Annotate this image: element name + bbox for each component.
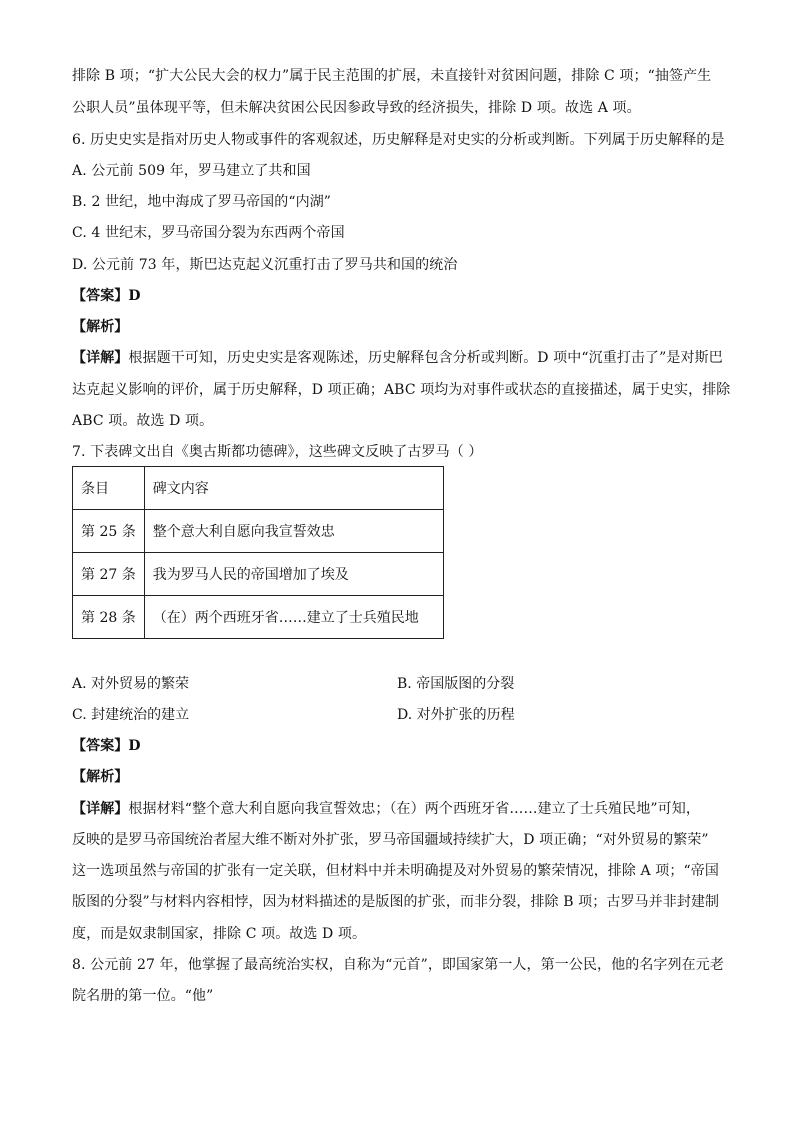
question-7-detail-line-5: 度，而是奴隶制国家，排除 C 项。故选 D 项。 [72, 926, 367, 942]
question-7-answer: 【答案】D [72, 738, 141, 754]
question-6-option-c: C. 4 世纪末，罗马帝国分裂为东西两个帝国 [72, 225, 345, 241]
question-7-stem: 7. 下表碑文出自《奥古斯都功德碑》，这些碑文反映了古罗马（ ） [72, 444, 483, 460]
question-7-detail-line-4: 版图的分裂”与材料内容相悖，因为材料描述的是版图的扩张，而非分裂，排除 B 项；古罗马并非封建制 [72, 894, 720, 910]
table-cell-article: 第 28 条 [73, 596, 145, 639]
table-cell-article: 第 27 条 [73, 553, 145, 596]
intro-line-1: 排除 B 项；“扩大公民大会的权力”属于民主范围的扩展，未直接针对贫困问题，排除 C 项；“抽签产生 [72, 68, 712, 84]
question-6-option-d: D. 公元前 73 年，斯巴达克起义沉重打击了罗马共和国的统治 [72, 257, 458, 273]
question-6-analysis-label: 【解析】 [72, 319, 129, 335]
detail-tag: 【详解】 [72, 801, 129, 817]
table-row [73, 596, 444, 639]
question-6-option-a: A. 公元前 509 年，罗马建立了共和国 [72, 163, 311, 179]
table-header-cell: 碑文内容 [144, 467, 443, 510]
question-6-answer: 【答案】D [72, 288, 141, 304]
question-7-option-c: C. 封建统治的建立 [72, 707, 190, 723]
question-7-detail-line-2: 反映的是罗马帝国统治者屋大维不断对外扩张，罗马帝国疆域持续扩大，D 项正确；“对外贸易的繁荣” [72, 832, 709, 848]
question-8-stem-line-1: 8. 公元前 27 年，他掌握了最高统治实权，自称为“元首”，即国家第一人，第一公民，他的名字列在元老 [72, 957, 724, 973]
table-cell-content: （在）两个西班牙省……建立了士兵殖民地 [144, 596, 443, 639]
table-header-cell: 条目 [73, 467, 145, 510]
table-cell-content: 我为罗马人民的帝国增加了埃及 [144, 553, 443, 596]
question-7-detail-line-1 [72, 799, 700, 819]
table-cell-content: 整个意大利自愿向我宣誓效忠 [144, 510, 443, 553]
question-6-detail-line-2: 达克起义影响的评价，属于历史解释，D 项正确；ABC 项均为对事件或状态的直接描述，属于史实，排除 [72, 382, 731, 398]
detail-tag: 【详解】 [72, 350, 129, 366]
question-6-detail-line-1 [72, 348, 723, 368]
question-7-option-d: D. 对外扩张的历程 [397, 707, 515, 723]
question-7-analysis-label: 【解析】 [72, 769, 129, 785]
table-row [73, 553, 444, 596]
inscription-table [72, 466, 444, 639]
question-6-detail-line-3: ABC 项。故选 D 项。 [72, 413, 214, 429]
table-row [73, 510, 444, 553]
detail-text: 根据材料“整个意大利自愿向我宣誓效忠；（在）两个西班牙省……建立了士兵殖民地”可知， [128, 801, 700, 817]
intro-line-2: 公职人员”虽体现平等，但未解决贫困公民因参政导致的经济损失，排除 D 项。故选 A 项。 [72, 100, 641, 116]
detail-text: 根据题干可知，历史史实是客观陈述，历史解释包含分析或判断。D 项中“沉重打击了”是对斯巴 [128, 350, 723, 366]
question-8-stem-line-2: 院名册的第一位。“他” [72, 988, 214, 1004]
question-7-option-a: A. 对外贸易的繁荣 [72, 676, 190, 692]
table-header-row [73, 467, 444, 510]
question-7-option-b: B. 帝国版图的分裂 [397, 676, 515, 692]
question-6-option-b: B. 2 世纪，地中海成了罗马帝国的“内湖” [72, 194, 332, 210]
table-cell-article: 第 25 条 [73, 510, 145, 553]
question-7-detail-line-3: 这一选项虽然与帝国的扩张有一定关联，但材料中并未明确提及对外贸易的繁荣情况，排除 A 项；“帝国 [72, 863, 719, 879]
question-6-stem: 6. 历史史实是指对历史人物或事件的客观叙述，历史解释是对史实的分析或判断。下列属于历史解释的是 [72, 132, 725, 148]
